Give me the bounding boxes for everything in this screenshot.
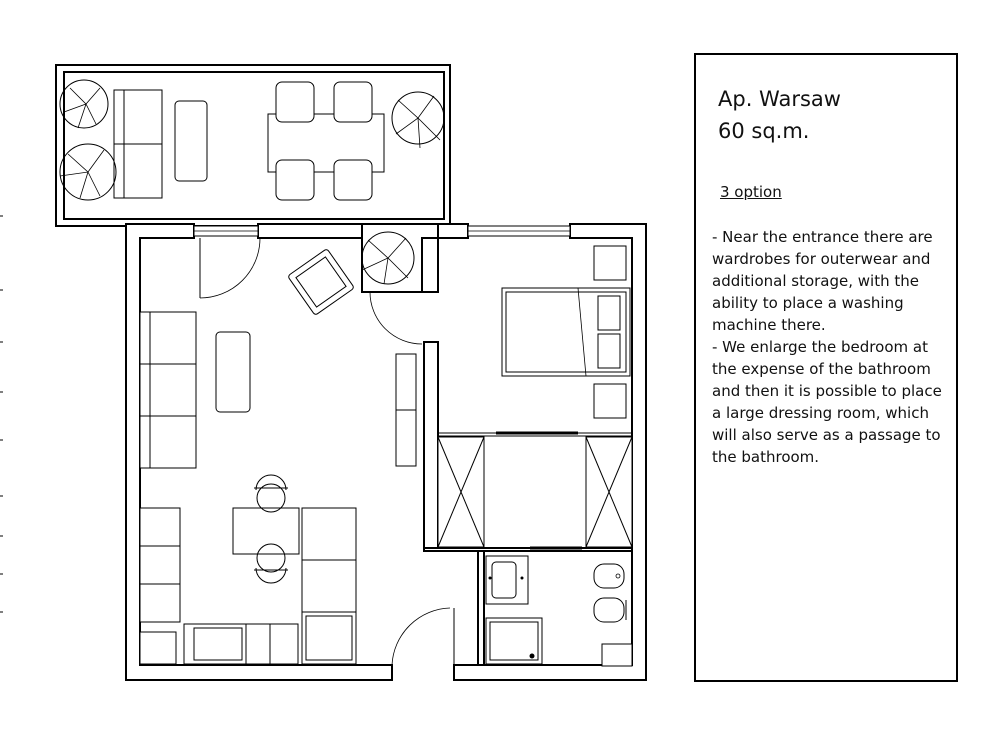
apartment-name: Ap. Warsaw: [718, 87, 841, 111]
plant-icon: [60, 144, 116, 200]
apartment-area: 60 sq.m.: [718, 119, 810, 143]
balcony-door: [200, 238, 260, 298]
coffee-table: [216, 332, 250, 412]
plant-icon: [60, 80, 108, 128]
balcony: [56, 65, 450, 226]
balcony-sofa: [114, 90, 162, 198]
dimension-ticks: [0, 216, 3, 612]
nightstand: [594, 384, 626, 418]
nightstand: [594, 246, 626, 280]
option-label: 3 option: [720, 183, 782, 201]
bathroom: [486, 556, 632, 666]
toilet: [594, 598, 626, 622]
shower: [486, 618, 542, 664]
balcony-coffee-table: [175, 101, 207, 181]
tv-unit: [396, 354, 416, 466]
bedroom: [502, 246, 630, 418]
note-entrance: - Near the entrance there are wardrobes for outerwear and additional storage, with the ability to place a washing machine there.: [712, 228, 933, 334]
apartment-title: [718, 83, 841, 147]
sofa: [140, 312, 196, 468]
dressing-room: [438, 433, 632, 548]
entrance-door: [392, 608, 454, 665]
sink: [486, 556, 528, 604]
info-panel: [694, 53, 958, 682]
bathroom-shaft: [602, 644, 632, 666]
plant-icon: [392, 92, 444, 148]
note-bedroom: - We enlarge the bedroom at the expense of the bathroom and then it is possible to place a large dressing room, which will also serve as a passage to the bathroom.: [712, 338, 942, 466]
bedroom-door: [370, 292, 422, 344]
bidet: [594, 564, 624, 588]
description: [712, 226, 948, 468]
bed: [502, 288, 630, 376]
dining-table: [233, 475, 299, 583]
armchair: [288, 249, 355, 316]
